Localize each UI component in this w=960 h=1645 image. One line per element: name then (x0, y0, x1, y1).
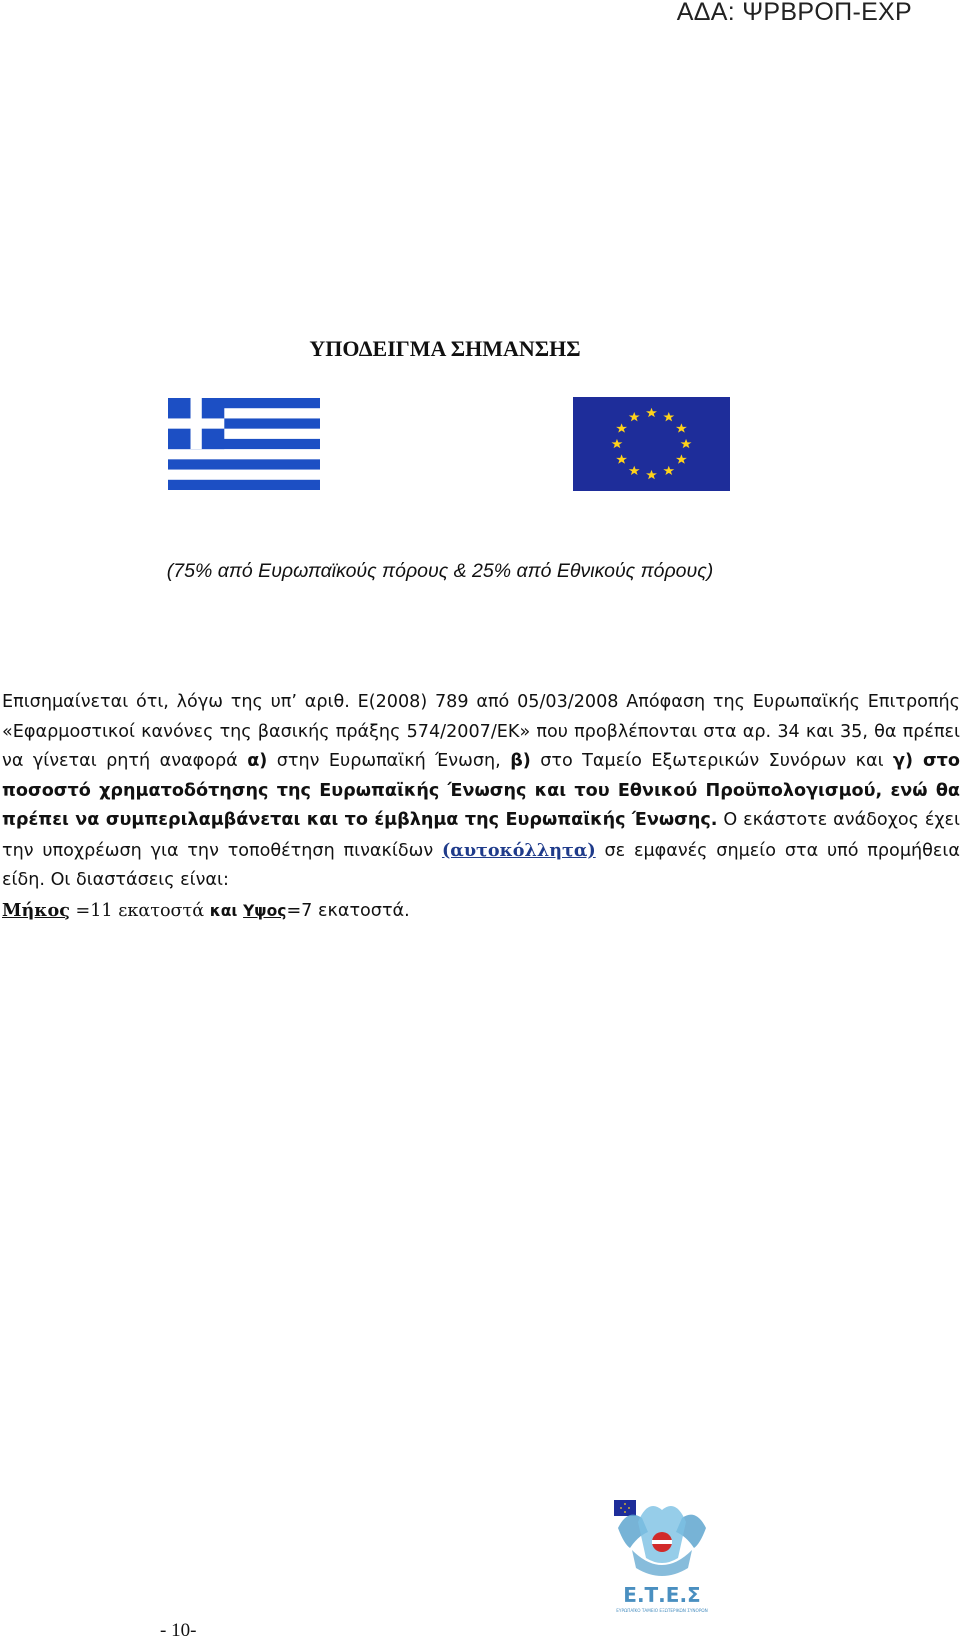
height-value: =7 εκατοστά. (286, 900, 410, 921)
text-segment: Επισημαίνεται ότι, λόγω της υπ’ αριθ. Ε(2008) 789 από 05/03/2008 Απόφαση της Ευρωπαϊκής Επιτροπής «Εφαρμοστικοί κανόνες της βασικής πράξης 574/2007/ΕΚ» που προβλέπονται στα αρ. 34 και 35, θα πρέπει να γίνεται ρητή αναφορά (2, 692, 960, 771)
sticker-link[interactable]: (αυτοκόλλητα) (441, 839, 596, 861)
text-segment: Ο εκάστοτε ανάδοχος έχει την υποχρέωση για την τοποθέτηση πινακίδων (2, 810, 960, 861)
page-title: ΥΠΟΔΕΙΓΜΑ ΣΗΜΑΝΣΗΣ (309, 336, 581, 361)
length-value: =11 εκατοστά (69, 900, 210, 921)
label-a: α) (247, 751, 268, 771)
and-word: και (209, 901, 238, 920)
page-number: - 10- (160, 1620, 197, 1641)
height-label: Υψος (243, 901, 287, 920)
bold-clause: γ) στο ποσοστό χρηματοδότησης της Ευρωπαϊκής Ένωσης και του Εθνικού Προϋπολογισμού, ενώ θα πρέπει να συμπεριλαμβάνεται και το έμβλημα της Ευρωπαϊκής Ένωσης. (2, 751, 960, 830)
body-paragraph (2, 688, 960, 926)
text-segment: σε εμφανές σημείο στα υπό προμήθεια είδη. Οι διαστάσεις είναι: (2, 840, 960, 890)
etes-logo-icon (608, 1488, 716, 1625)
logo-text: Ε.Τ.Ε.Σ (623, 1583, 701, 1607)
text-segment: στο Ταμείο Εξωτερικών Συνόρων και (530, 751, 893, 771)
ada-code: ΑΔΑ: ΨΡΒΡΟΠ-ΕΧΡ (676, 0, 912, 26)
text-segment: στην Ευρωπαϊκή Ένωση, (267, 751, 511, 771)
paragraph (2, 688, 960, 926)
logo-caption: ΕΥΡΩΠΑΪΚΟ ΤΑΜΕΙΟ ΕΞΩΤΕΡΙΚΩΝ ΣΥΝΟΡΩΝ (616, 1608, 708, 1613)
label-b: β) (510, 751, 531, 771)
greek-flag-icon (168, 398, 320, 490)
funding-note: (75% από Ευρωπαϊκούς πόρους & 25% από Εθνικούς πόρους) (166, 560, 714, 582)
length-label: Μήκος (2, 899, 70, 921)
eu-flag-icon (573, 397, 730, 491)
